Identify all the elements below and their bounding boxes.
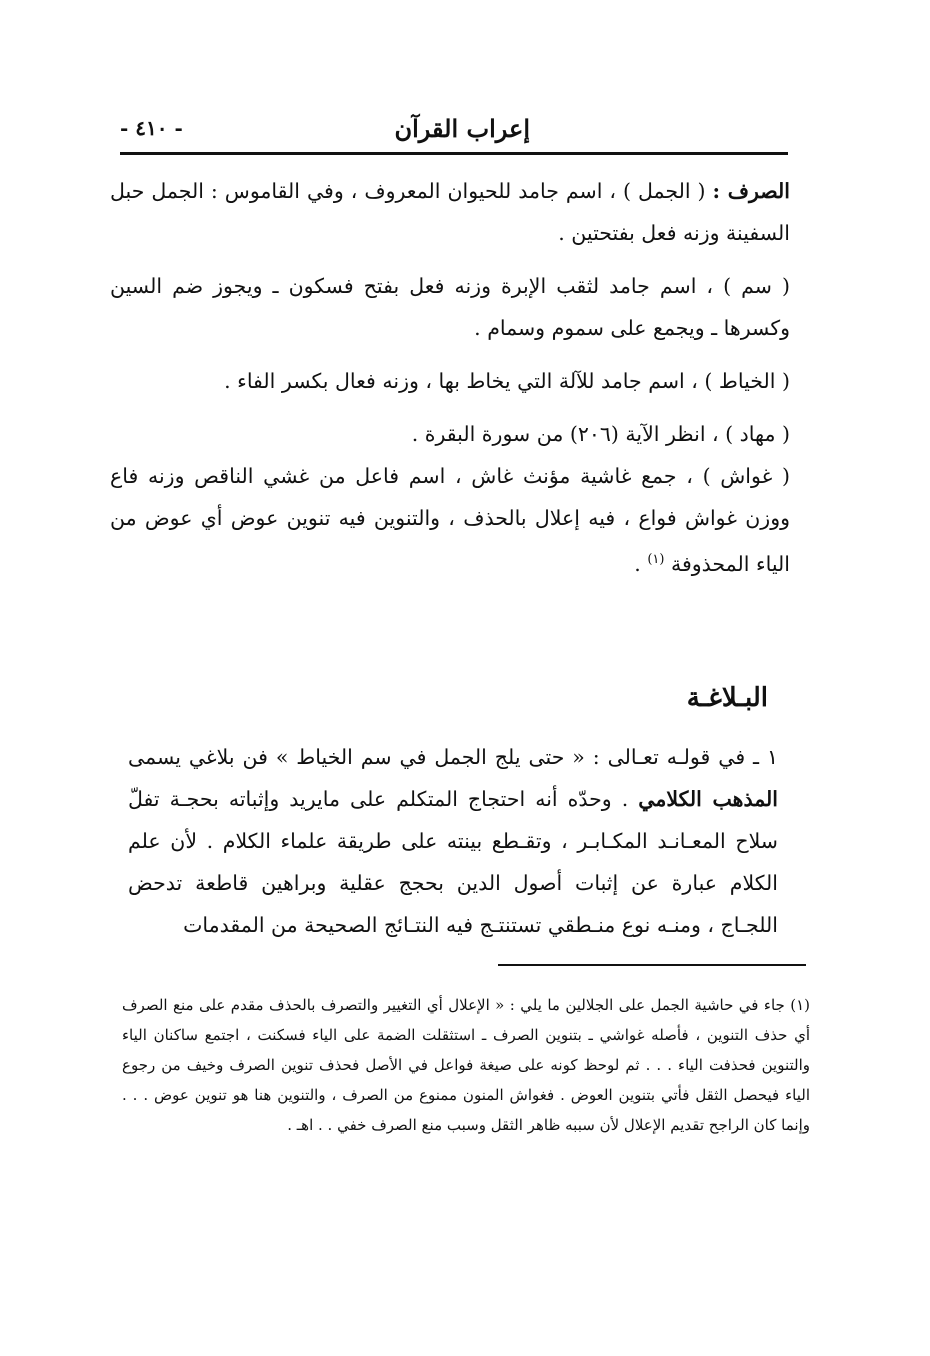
running-title: إعراب القرآن <box>394 114 530 143</box>
balagha-heading: البـلاغـة <box>686 683 768 713</box>
balagha-paragraph-1 <box>128 736 778 946</box>
sarf-paragraph-samm: ( سم ) ، اسم جامد لثقب الإبرة وزنه فعل بفتح فسكون ـ ويجوز ضم السين وكسرها ـ ويجمع على سموم وسمام . <box>110 274 790 340</box>
footnote-text: (١) جاء في حاشية الجمل على الجلالين ما يلي : « الإعلال أي التغيير والتصرف بالحذف مقدم على منع الصرف أي حذف التنوين ، فأصله غواشي ـ بتنوين الصرف ـ استثقلت الضمة على الياء فسكنت ، اجتمع ساكنان الياء والتنوين فحذفت الياء . . . ثم لوحظ كونه على صيغة فواعل في الأصل فحذف تنوين الصرف وخيف من رجوع الياء فيحصل الثقل فأتي بتنوين العوض . فغواش المنون ممنوع من الصرف ، والتنوين هنا هو تنوين عوض . . . وإنما كان الراجح تقديم الإعلال لأن سببه ظاهر الثقل وسبب منع الصرف خفي . . اهـ . <box>122 996 810 1134</box>
running-header <box>120 112 788 152</box>
sarf-heading: الصرف : <box>712 179 790 203</box>
balagha-text-b: . وحدّه أنه احتجاج المتكلم على مايريد وإثباته بحجـة تفلّ سلاح المعـانـد المكـابـر ، وتقـطع بينته على طريقة علماء الكلام . لأن علم الكلام عبارة عن إثبات أصول الدين بحجج عقلية وبراهين قاطعة تدحض اللجـاج ، ومنـه نوع منـطقي تستنتـج فيه النتـائج الصحيحة من المقدمات <box>128 787 778 937</box>
balagha-section <box>128 736 778 946</box>
header-rule <box>120 152 788 155</box>
footnote <box>122 990 810 1140</box>
sarf-paragraph-mihad: ( مهاد ) ، انظر الآية (٢٠٦) من سورة البقرة . <box>411 422 790 446</box>
sarf-paragraph-ghawash <box>110 455 790 585</box>
footnote-rule <box>498 964 806 966</box>
balagha-term: المذهب الكلامي <box>638 787 779 811</box>
sarf-text-jamal: ( الجمل ) ، اسم جامد للحيوان المعروف ، وفي القاموس : الجمل حبل السفينة وزنه فعل بفتحتين . <box>110 179 790 245</box>
balagha-text-a: ١ ـ في قولـه تعـالى : « حتى يلج الجمل في سم الخياط » فن بلاغي يسمى <box>128 745 778 769</box>
sarf-paragraph-jamal <box>110 170 790 254</box>
footnote-reference[interactable]: (١) <box>647 552 665 567</box>
page-number: - ٤١٠ - <box>120 116 183 140</box>
sarf-paragraph-khiyat: ( الخياط ) ، اسم جامد للآلة التي يخاط بها ، وزنه فعال بكسر الفاء . <box>224 369 790 393</box>
sarf-text-ghawash-end: . <box>634 551 648 576</box>
sarf-section <box>110 170 790 596</box>
sarf-text-ghawash: ( غواش ) ، جمع غاشية مؤنث غاش ، اسم فاعل من غشي الناقص وزنه فاع ووزن غواش فواع ، فيه إعلال بالحذف ، والتنوين فيه تنوين عوض أي عوض من الياء المحذوفة <box>110 464 790 576</box>
